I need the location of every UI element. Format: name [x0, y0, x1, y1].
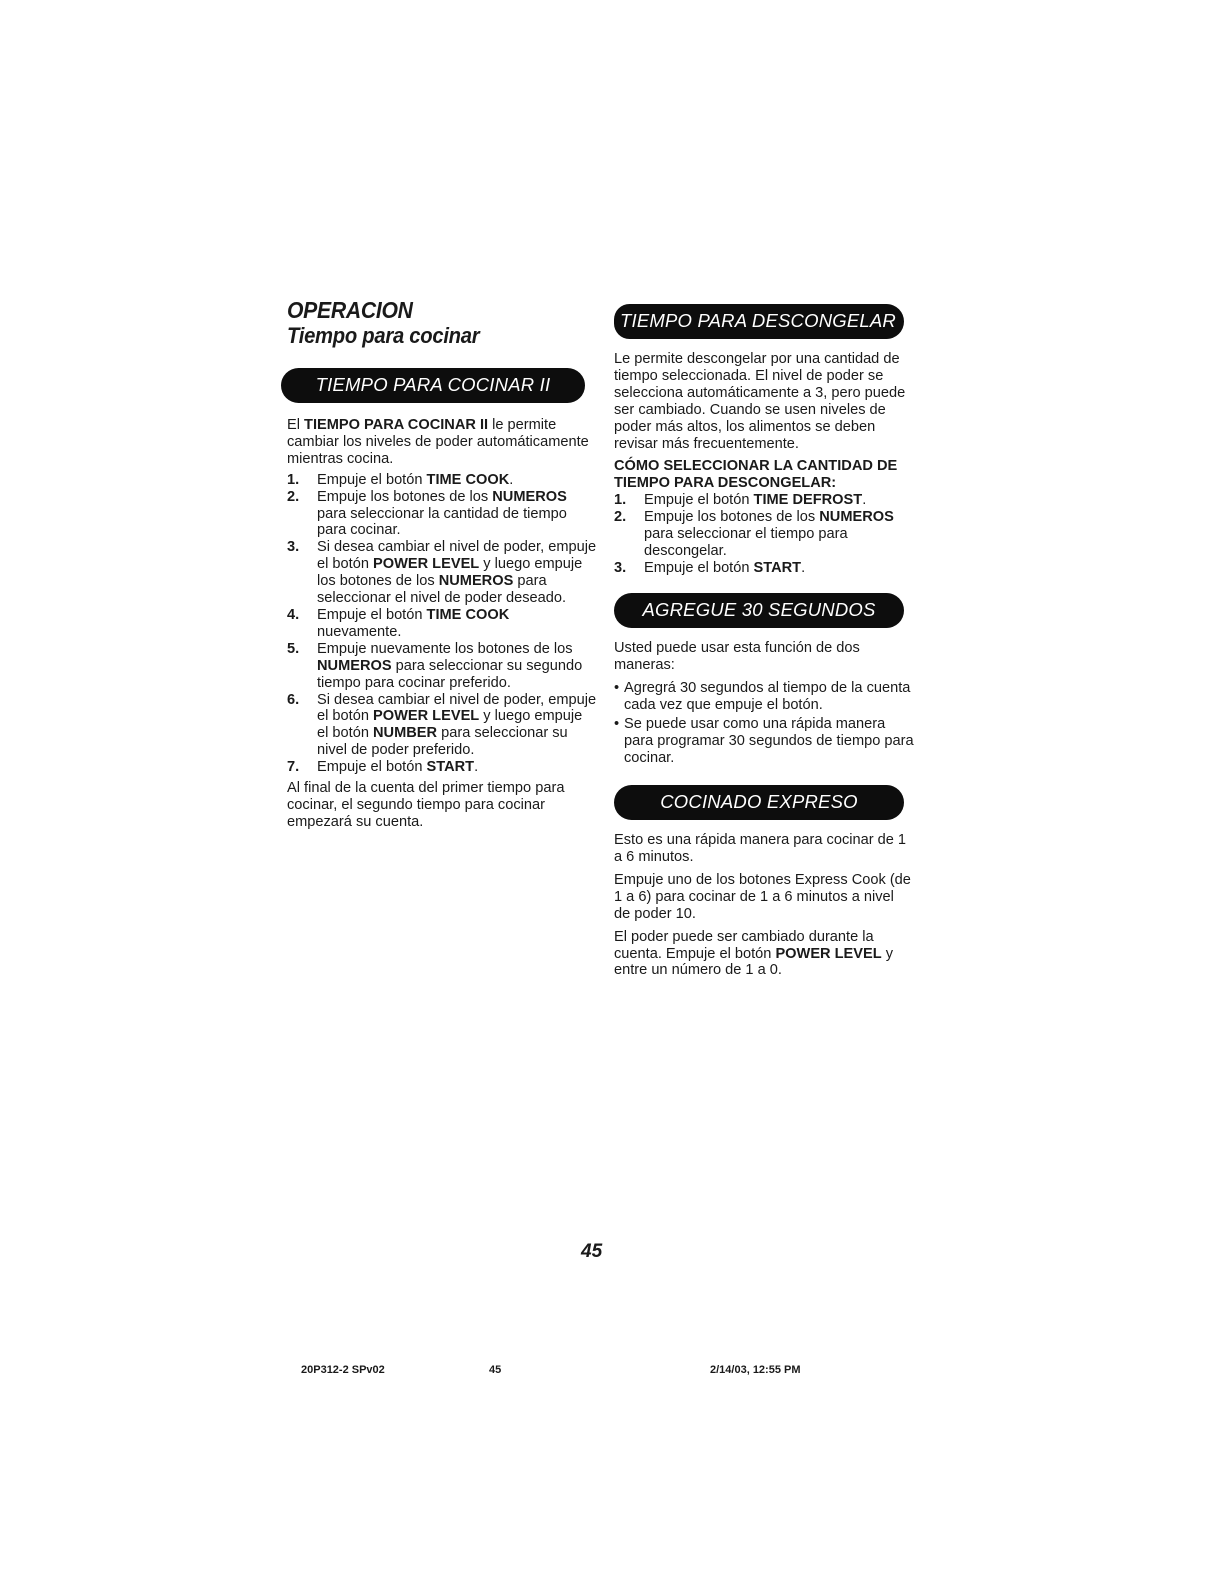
list-item: • Se puede usar como una rápida manera para programar 30 segundos de tiempo para cocinar.: [614, 716, 914, 767]
step-number: 2.: [287, 488, 300, 505]
step-number: 3.: [287, 539, 300, 556]
step-number: 4.: [287, 606, 300, 623]
section-title: OPERACION: [287, 297, 413, 323]
footer-code: 20P312-2 SPv02: [301, 1364, 385, 1376]
express-p2: Empuje uno de los botones Express Cook (de 1 a 6) para cocinar de 1 a 6 minutos a nivel de poder 10.: [614, 871, 911, 922]
intro-pre: El: [287, 417, 305, 433]
section-subtitle: Tiempo para cocinar: [287, 323, 480, 348]
step-number: 3.: [614, 559, 627, 576]
step-item: 4. Empuje el botón TIME COOK nuevamente.: [287, 606, 510, 640]
step-number: 2.: [614, 509, 627, 526]
express-p3: El poder puede ser cambiado durante la cuenta. Empuje el botón POWER LEVEL y entre un número de 1 a 0.: [614, 928, 894, 979]
page-number: 45: [581, 1241, 603, 1262]
step-item: 5. Empuje nuevamente los botones de los NUMEROS para seleccionar su segundo tiempo para cocinar preferido.: [287, 640, 583, 691]
step-item: 1. Empuje el botón TIME DEFROST.: [614, 492, 867, 509]
step-item: 6. Si desea cambiar el nivel de poder, empuje el botón POWER LEVEL y luego empuje el botón NUMBER para seleccionar su nivel de poder preferido.: [287, 691, 597, 759]
banner-time-defrost: TIEMPO PARA DESCONGELAR: [614, 304, 904, 339]
time-cook-intro: [287, 417, 597, 468]
step-item: 7. Empuje el botón START.: [287, 759, 479, 776]
add30-intro: Usted puede usar esta función de dos maneras:: [614, 639, 860, 673]
intro-post: le permite cambiar los niveles de poder automáticamente mientras cocina.: [287, 417, 589, 467]
banner-express-cook: COCINADO EXPRESO: [614, 785, 904, 820]
right-column: [614, 304, 914, 985]
step-item: 2. Empuje los botones de los NUMEROS para seleccionar la cantidad de tiempo para cocinar.: [287, 488, 567, 539]
defrost-subhead: CÓMO SELECCIONAR LA CANTIDAD DE TIEMPO PARA DESCONGELAR:: [614, 458, 898, 492]
step-number: 7.: [287, 759, 300, 776]
express-p1: Esto es una rápida manera para cocinar de 1 a 6 minutos.: [614, 832, 907, 866]
step-number: 5.: [287, 640, 300, 657]
step-item: 3. Empuje el botón START.: [614, 559, 806, 576]
defrost-intro: Le permite descongelar por una cantidad de tiempo seleccionada. El nivel de poder se selecciona automáticamente a 3, pero puede ser cambiado. Cuando se usen niveles de poder más altos, los alimentos se deben revisar más frecuentemente.: [614, 351, 906, 452]
time-cook-steps: [287, 472, 597, 776]
intro-bold: TIEMPO PARA COCINAR II: [304, 417, 489, 433]
left-column: [287, 298, 597, 837]
banner-time-cook-ii: TIEMPO PARA COCINAR II: [281, 368, 585, 403]
step-number: 6.: [287, 691, 300, 708]
banner-add-30-seconds: AGREGUE 30 SEGUNDOS: [614, 593, 904, 628]
add30-bullets: [614, 680, 914, 768]
step-number: 1.: [287, 471, 300, 488]
step-number: 1.: [614, 492, 627, 509]
defrost-steps: [614, 492, 914, 577]
step-item: 1. Empuje el botón TIME COOK.: [287, 471, 514, 488]
list-item: • Agregrá 30 segundos al tiempo de la cuenta cada vez que empuje el botón.: [614, 679, 911, 713]
time-cook-closing: Al final de la cuenta del primer tiempo para cocinar, el segundo tiempo para cocinar empezará su cuenta.: [287, 780, 565, 830]
step-item: 3. Si desea cambiar el nivel de poder, empuje el botón POWER LEVEL y luego empuje los botones de los NUMEROS para seleccionar el nivel de poder deseado.: [287, 539, 597, 607]
footer-page: 45: [489, 1364, 502, 1376]
footer-datetime: 2/14/03, 12:55 PM: [710, 1364, 801, 1376]
step-item: 2. Empuje los botones de los NUMEROS para seleccionar el tiempo para descongelar.: [614, 509, 894, 559]
